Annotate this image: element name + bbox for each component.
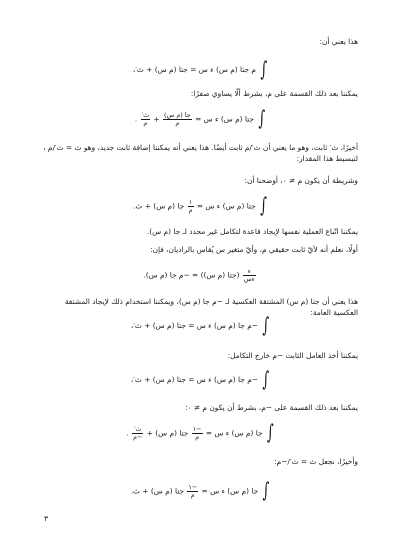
fraction: $\frac{-١}{\text{م}}$ [188, 483, 198, 499]
integral-sign: ∫ [262, 314, 270, 338]
fraction: $\frac{١}{\text{م}}$ [188, 198, 193, 214]
paragraph: وأخيرًا، نجعل ث = ث′/−م: [274, 457, 358, 466]
integral-sign: ∫ [262, 479, 270, 504]
equation-5: ∫ −م جا (م س) ء س = جتا (م س) + ث′، [130, 314, 270, 338]
paragraph: يمكننا بعد ذلك القسمة على م، بشرط ألّا يساوي صفرًا: [190, 89, 358, 98]
equation-1: ∫ م جتا (م س) ء س = جتا (م س) + ث′، [132, 58, 268, 82]
equation-4: $\frac{\text{ء}}{\text{ءس}}$ (جتا (م س)) = −م جا (م س). [143, 267, 255, 283]
paragraph: يمكننا أخذ العامل الثابت −م خارج التكامل: [227, 351, 358, 360]
integral-sign: ∫ [260, 194, 267, 219]
fraction: $\frac{\text{ء}}{\text{ءس}}$ [243, 267, 255, 283]
paragraph: أخيرًا، ث′ ثابت، وهو ما يعني أن ث′/م ثابت أيضًا. هذا يعني أنه يمكننا إضافة ثابت جديد، وهو ث = ث′/م ، لتبسيط هذا المقدار: [43, 143, 358, 163]
integral-sign: ∫ [258, 107, 266, 132]
fraction: $\frac{-١}{\text{م}}$ [192, 425, 202, 441]
fraction: $\frac{\text{جا (م س)}}{\text{م}}$ [164, 111, 191, 127]
equation-6: ∫ −م جا (م س) ء س = جتا (م س) + ث′، [130, 368, 270, 392]
integral-sign: ∫ [260, 58, 268, 82]
paragraph: يمكننا بعد ذلك القسمة على −م، بشرط أن يكون م ≠ ٠: [185, 403, 358, 412]
equation-7: ∫ جا (م س) ء س = $\frac{-١}{\text{م}}$ جتا (م س) + $\frac{\text{ث′}}{\text{−م}}$ . [126, 421, 274, 446]
paragraph: أولًا، نعلم أنه لأيّ ثابت حقيقي م، وأيّ متغير س يُقاس بالراديان، فإن: [150, 245, 358, 254]
equation-3: ∫ جتا (م س) ء س = $\frac{١}{\text{م}}$ جا (م س) + ث. [133, 194, 267, 219]
integral-sign: ∫ [262, 368, 270, 392]
paragraph: هذا يعني أن: [319, 37, 358, 46]
paragraph: هذا يعني أن جتا (م س) المشتقة العكسية لـ −م جا (م س)، ويمكننا استخدام ذلك لإيجاد المشتقة العكسية العامة: [64, 297, 358, 317]
paragraph: يمكننا اتّباع العملية نفسها لإيجاد قاعدة لتكامل غير محدد لـ جا (م س). [146, 227, 358, 236]
equation-2: ∫ جتا (م س) ء س = $\frac{\text{جا (م س)}}{\text{م}}$ + $\frac{\text{ث′}}{\text{م}}$ . [134, 107, 266, 132]
paragraph: وشريطة أن يكون م ≠ ٠، أوضحنا أن: [244, 176, 358, 185]
fraction: $\frac{\text{ث′}}{\text{م}}$ [141, 111, 150, 127]
equation-8: ∫ جا (م س) ء س = $\frac{-١}{\text{م}}$ جتا (م س) + ث. [130, 479, 270, 504]
integral-sign: ∫ [266, 421, 274, 446]
fraction: $\frac{\text{ث′}}{\text{−م}}$ [133, 425, 143, 441]
page-number: ٣ [44, 514, 48, 523]
